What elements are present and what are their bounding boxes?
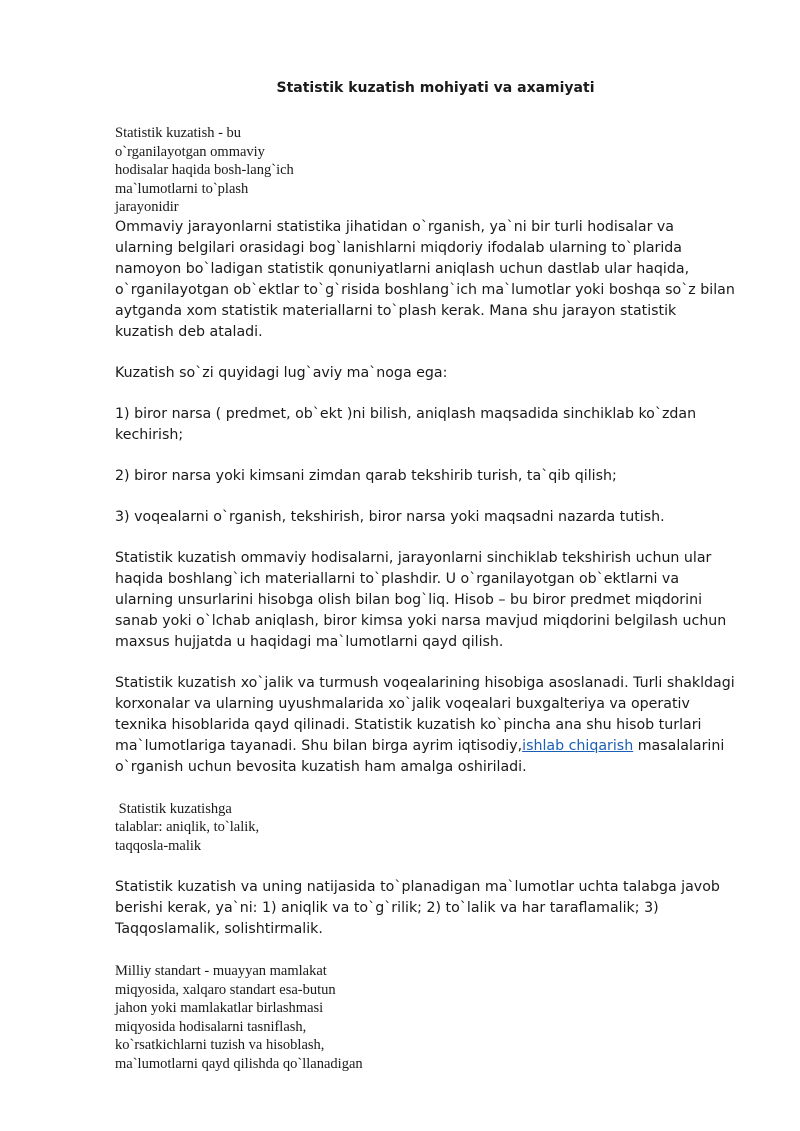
definition-line: jahon yoki mamlakatlar birlashmasi [115, 1000, 324, 1016]
definition-line: talablar: aniqlik, to`lalik, [115, 819, 260, 835]
definition-block-1 [115, 124, 736, 217]
paragraph-4 [115, 673, 736, 778]
definition-line: jarayonidir [115, 199, 179, 215]
definition-line: miqyosida hodisalarni tasniflash, [115, 1018, 307, 1035]
definition-line: ma`lumotlarni qayd qilishda qo`llanadigan [115, 1055, 363, 1072]
page-title: Statistik kuzatish mohiyati va axamiyati [276, 80, 595, 96]
list-item-3: 3) voqealarni o`rganish, tekshirish, biror narsa yoki maqsadni nazarda tutish. [115, 508, 665, 525]
definition-line: Statistik kuzatish - bu [115, 125, 242, 141]
definition-line: miqyosida, xalqaro standart esa-butun [115, 981, 336, 998]
paragraph-3: Statistik kuzatish ommaviy hodisalarni, jarayonlarni sinchiklab tekshirish uchun ular haqida boshlang`ich materiallarni to`plashdir. U o`rganilayotgan ob`ektlarni va ularning unsurlarini hisobga olish bilan bog`liq. Hisob – bu biror predmet miqdorini sanab yoki o`lchab aniqlash, biror kimsa yoki narsa mavjud miqdorini belgilash uchun maxsus hujjatda u haqidagi ma`lumotlarni qayd qilish. [115, 549, 727, 650]
list-item-1: 1) biror narsa ( predmet, ob`ekt )ni bilish, aniqlash maqsadida sinchiklab ko`zdan kechirish; [115, 405, 697, 443]
definition-line: taqqosla-malik [115, 837, 202, 854]
ishlab-chiqarish-link[interactable]: ishlab chiqarish [522, 737, 634, 754]
paragraph-2: Kuzatish so`zi quyidagi lug`aviy ma`noga ega: [115, 364, 448, 381]
definition-line: ko`rsatkichlarni tuzish va hisoblash, [115, 1037, 325, 1053]
paragraph-1: Ommaviy jarayonlarni statistika jihatidan o`rganish, ya`ni bir turli hodisalar va ularning belgilari orasidagi bog`lanishlarni miqdoriy ifodalab ularning to`plarida namoyon bo`ladigan statistik qonuniyatlarni aniqlash uchun dastlab ular haqida, o`rganilayotgan ob`ektlar to`g`risida boshlang`ich ma`lumotlar yoki boshqa so`z bilan aytganda xom statistik materiallarni to`plash kerak. Mana shu jarayon statistik kuzatish deb ataladi. [115, 218, 735, 340]
paragraph-4-text-end: masalalarini o`rganish uchun bevosita kuzatish ham amalga oshiriladi. [115, 737, 725, 775]
definition-line: Milliy standart - muayyan mamlakat [115, 963, 327, 979]
definition-line: o`rganilayotgan ommaviy [115, 143, 265, 160]
definition-block-3 [115, 962, 736, 1073]
paragraph-5: Statistik kuzatish va uning natijasida to`planadigan ma`lumotlar uchta talabga javob berishi kerak, ya`ni: 1) aniqlik va to`g`rilik; 2) to`lalik va har taraflamalik; 3) Taqqoslamalik, solishtirmalik. [115, 879, 720, 937]
definition-block-2 [115, 800, 736, 856]
definition-line: Statistik kuzatishga [115, 800, 232, 817]
list-item-2: 2) biror narsa yoki kimsani zimdan qarab tekshirib turish, ta`qib qilish; [115, 467, 617, 484]
paragraph-4-text: Statistik kuzatish xo`jalik va turmush voqealarining hisobiga asoslanadi. Turli shakldagi korxonalar va ularning uyushmalarida xo`jalik voqealari buxgalteriya va operativ texnika hisoblarida qayd qilinadi. Statistik kuzatish ko`pincha ana shu hisob turlari ma`lumotlariga tayanadi. Shu bilan birga ayrim iqtisodiy, [115, 674, 735, 754]
definition-line: hodisalar haqida bosh-lang`ich [115, 162, 294, 178]
definition-line: ma`lumotlarni to`plash [115, 180, 249, 197]
